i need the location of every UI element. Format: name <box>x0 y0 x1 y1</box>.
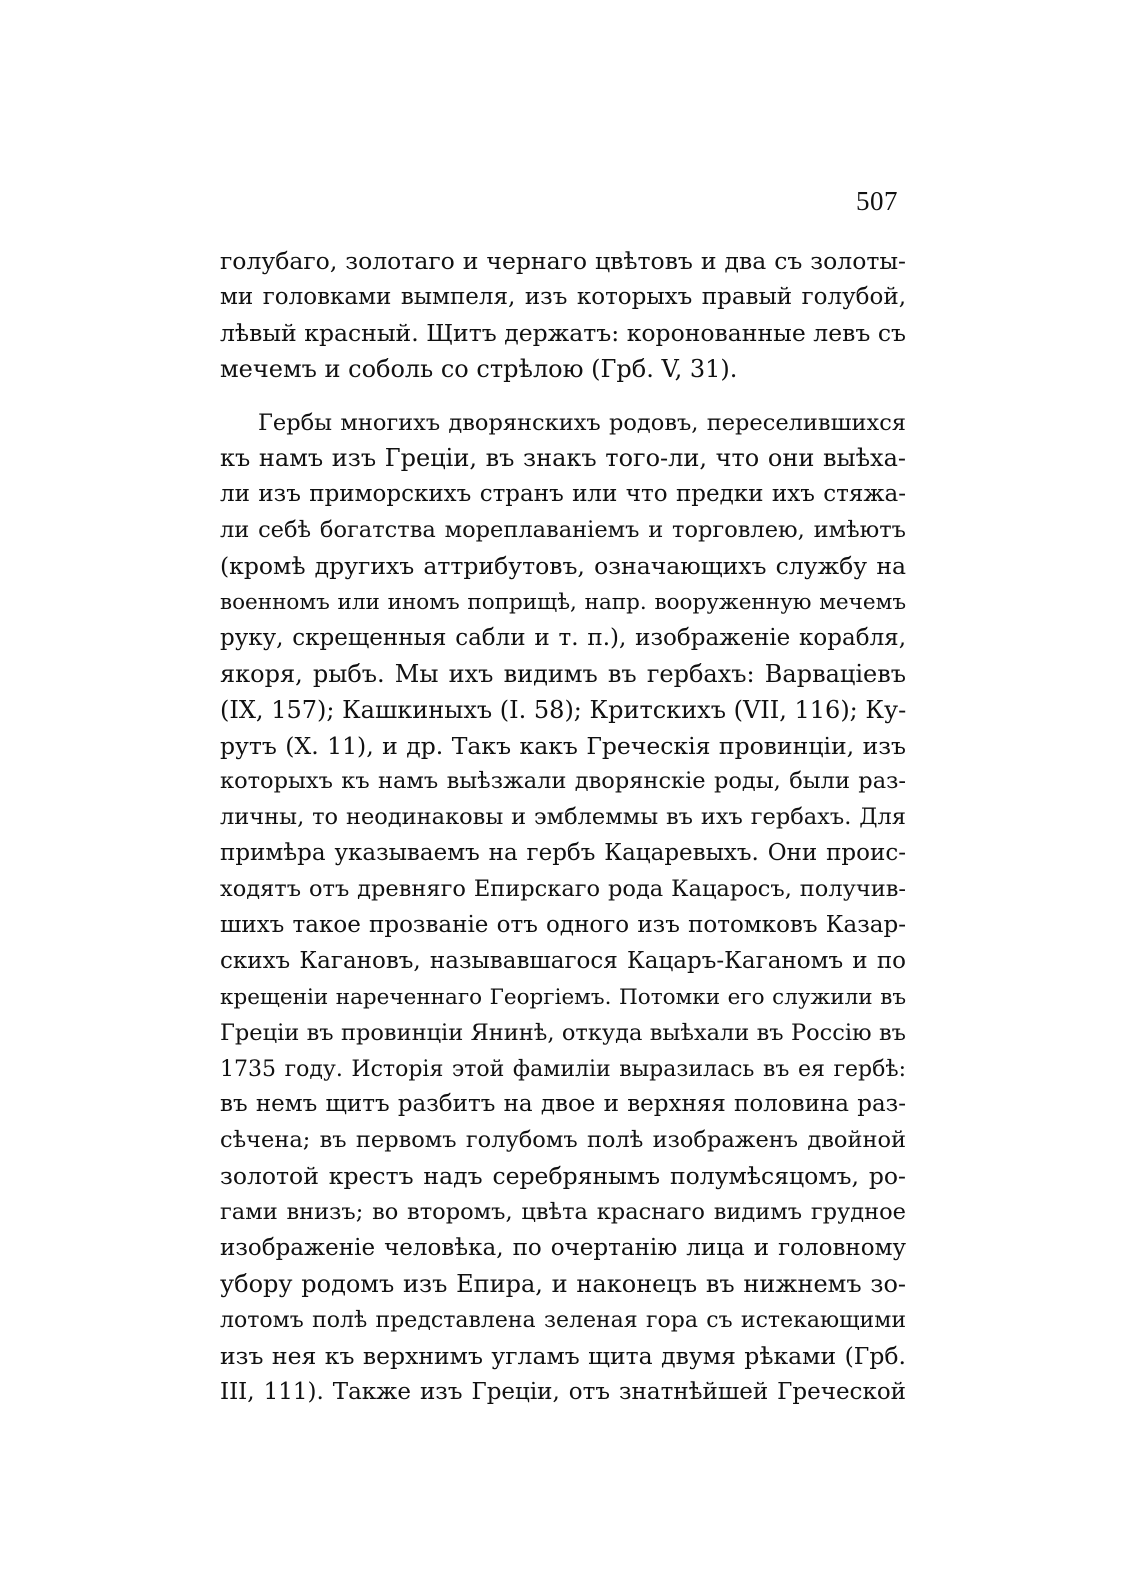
text-line: ли себѣ богатства мореплаваніемъ и торговлею, имѣютъ <box>220 517 906 544</box>
text-line: рутъ (X. 11), и др. Такъ какъ Греческія провинціи, изъ <box>220 731 906 760</box>
text-line: ми головками вымпеля, изъ которыхъ правый голубой, <box>220 283 906 310</box>
text-line: руку, скрещенныя сабли и т. п.), изображеніе корабля, <box>220 624 906 651</box>
text-line: сѣчена; въ первомъ голубомъ полѣ изображенъ двойной <box>220 1127 906 1154</box>
text-line: военномъ или иномъ поприщѣ, напр. вооруженную мечемъ <box>220 590 906 616</box>
paragraph-1 <box>220 244 906 388</box>
text-line: III, 111). Также изъ Греціи, отъ знатнѣйшей Греческой <box>220 1378 906 1405</box>
text-line: гами внизъ; во второмъ, цвѣта краснаго видимъ грудное <box>220 1199 906 1226</box>
text-line: 1735 году. Исторія этой фамиліи выразилась въ ея гербѣ: <box>220 1056 906 1082</box>
text-line: изъ нея къ верхнимъ угламъ щита двумя рѣками (Грб. <box>220 1341 906 1370</box>
text-line: якоря, рыбъ. Мы ихъ видимъ въ гербахъ: Варваціевъ <box>220 659 906 688</box>
text-line: скихъ Кагановъ, называвшагося Кацаръ-Каганомъ и по <box>220 947 906 974</box>
text-line: (IX, 157); Кашкиныхъ (I. 58); Критскихъ (VII, 116); Ку- <box>220 695 906 724</box>
text-line: ли изъ приморскихъ странъ или что предки ихъ стяжа- <box>220 481 906 508</box>
text-line: изображеніе человѣка, по очертанію лица и головному <box>220 1235 906 1262</box>
text-line: которыхъ къ намъ выѣзжали дворянскіе роды, были раз- <box>220 768 906 795</box>
text-line: въ немъ щитъ разбитъ на двое и верхняя половина раз- <box>220 1091 906 1118</box>
text-line: голубаго, золотаго и чернаго цвѣтовъ и два съ золоты- <box>220 247 906 275</box>
text-line: убору родомъ изъ Епира, и наконецъ въ нижнемъ зо- <box>220 1269 906 1298</box>
text-line: (кромѣ другихъ аттрибутовъ, означающихъ службу на <box>220 552 906 581</box>
text-line: къ намъ изъ Греціи, въ знакъ того-ли, что они выѣха- <box>220 444 906 473</box>
paragraph-2 <box>220 406 906 1411</box>
text-line: ходятъ отъ древняго Епирскаго рода Кацаросъ, получив- <box>220 876 906 903</box>
page-number: 507 <box>856 186 898 216</box>
text-block <box>220 244 906 1411</box>
text-line: золотой крестъ надъ серебрянымъ полумѣсяцомъ, ро- <box>220 1162 906 1191</box>
text-line: лѣвый красный. Щитъ держатъ: коронованные левъ съ <box>220 318 906 347</box>
paragraph-gap <box>220 388 906 406</box>
text-line: лотомъ полѣ представлена зеленая гора съ истекающими <box>220 1307 906 1333</box>
text-line: мечемъ и соболь со стрѣлою (Грб. V, 31). <box>220 354 738 383</box>
text-line: личны, то неодинаковы и эмблеммы въ ихъ гербахъ. Для <box>220 804 906 831</box>
text-line: Греціи въ провинціи Янинѣ, откуда выѣхали въ Россію въ <box>220 1019 906 1046</box>
text-line: Гербы многихъ дворянскихъ родовъ, переселившихся <box>258 409 906 436</box>
text-line: примѣра указываемъ на гербъ Кацаревыхъ. Они проис- <box>220 840 906 867</box>
text-line: шихъ такое прозваніе отъ одного изъ потомковъ Казар- <box>220 912 906 939</box>
text-line: крещеніи нареченнаго Георгіемъ. Потомки его служили въ <box>220 984 906 1010</box>
